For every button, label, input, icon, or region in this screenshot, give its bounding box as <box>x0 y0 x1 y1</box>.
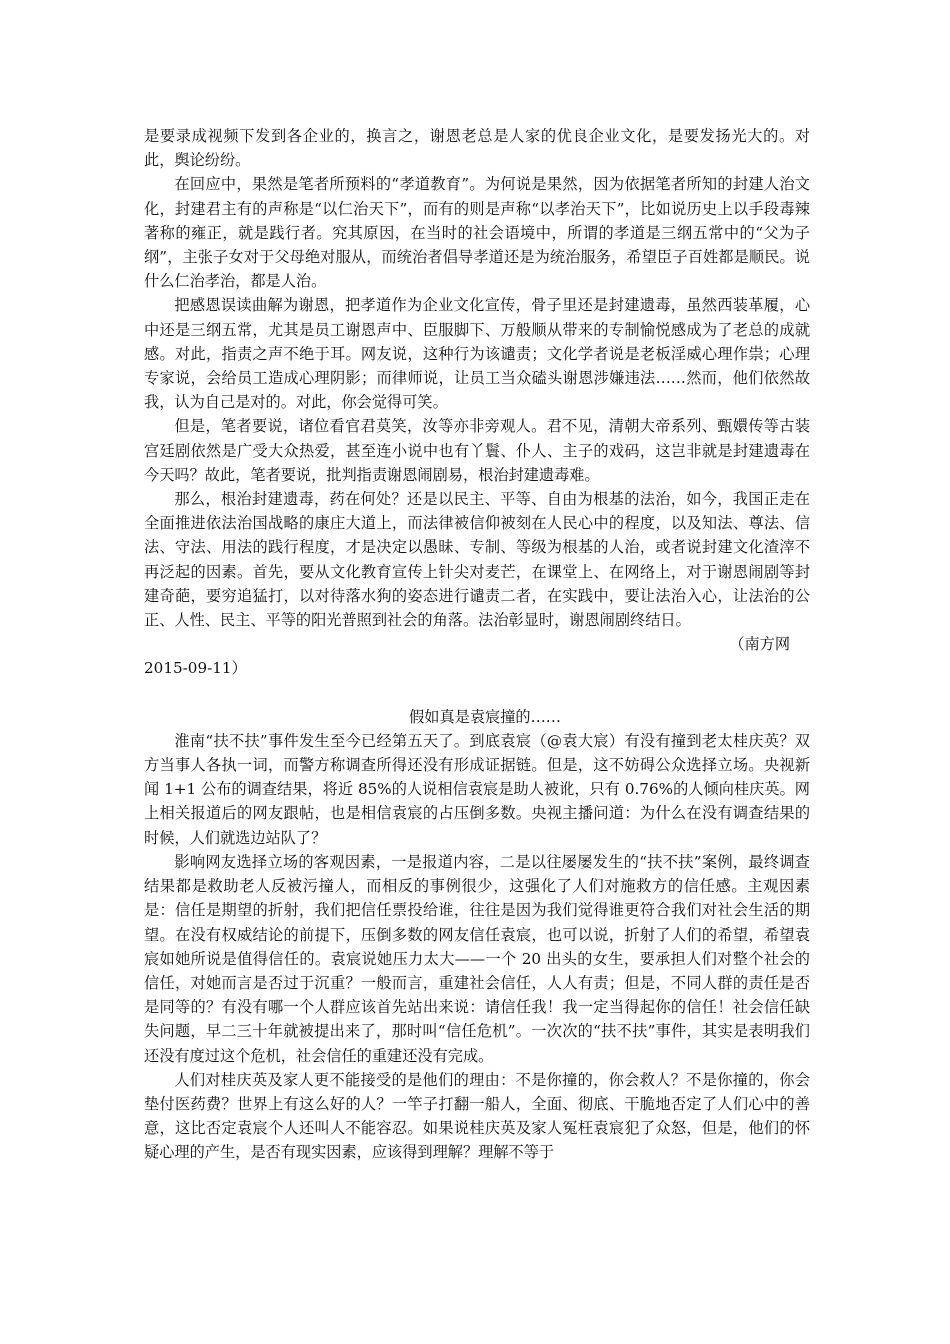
article1-paragraph-3: 把感恩误读曲解为谢恩，把孝道作为企业文化宣传，骨子里还是封建遗毒，虽然西装革履，心中还是三纲五常，尤其是员工谢恩声中、臣服脚下、万般顺从带来的专制愉悦感成为了老总的成就感。对此，指责之声不绝于耳。网友说，这种行为该谴责；文化学者说是老板淫威心理作祟；心理专家说，会给员工造成心理阴影；而律师说，让员工当众磕头谢恩涉嫌违法……然而，他们依然故我，认为自己是对的。对此，你会觉得可笑。 <box>144 296 810 412</box>
article1-date: 2015-09-11） <box>144 659 247 678</box>
article-separator <box>144 681 810 705</box>
article1-paragraph-2: 在回应中，果然是笔者所预料的“孝道教育”。为何说是果然，因为依据笔者所知的封建人治文化，封建君主有的声称是“以仁治天下”，而有的则是声称“以孝治天下”，比如说历史上以手段毒辣著称的雍正，就是践行者。究其原因，在当时的社会语境中，所谓的孝道是三纲五常中的“父为子纲”，主张子女对于父母绝对服从，而统治者倡导孝道还是为统治服务，希望臣子百姓都是顺民。说什么仁治孝治，都是人治。 <box>144 175 810 291</box>
article1-paragraph-1: 是要录成视频下发到各企业的，换言之，谢恩老总是人家的优良企业文化，是要发扬光大的。对此，舆论纷纷。 <box>144 127 810 170</box>
article1-source-line <box>144 632 810 656</box>
document-page <box>144 124 810 1165</box>
article1-paragraph-4: 但是，笔者要说，诸位看官君莫笑，汝等亦非旁观人。君不见，清朝大帝系列、甄嬛传等古装宫廷剧依然是广受大众热爱，甚至连小说中也有丫鬟、仆人、主子的戏码，这岂非就是封建遗毒在今天吗？故此，笔者要说，批判指责谢恩闹剧易，根治封建遗毒难。 <box>144 417 810 484</box>
article2-title: 假如真是袁宸撞的…… <box>409 707 561 726</box>
article1-paragraph-5-block <box>144 487 810 681</box>
article2-paragraph-1: 淮南“扶不扶”事件发生至今已经第五天了。到底袁宸（@袁大宸）有没有撞到老太桂庆英？双方当事人各执一词，而警方称调查所得还没有形成证据链。但是，这不妨碍公众选择立场。央视新闻 1+1 公布的调查结果，将近 85%的人说相信袁宸是助人被讹，只有 0.76%的人倾向桂庆英。网上相关报道后的网友跟帖，也是相信袁宸的占压倒多数。央视主播问道：为什么在没有调查结果的时候，人们就选边站队了？ <box>144 731 810 847</box>
article1-source: （南方网 <box>729 635 790 654</box>
article2-paragraph-3: 人们对桂庆英及家人更不能接受的是他们的理由：不是你撞的，你会救人？不是你撞的，你会垫付医药费？世界上有这么好的人？一竿子打翻一船人，全面、彻底、干脆地否定了人们心中的善意，这比否定袁宸个人还叫人不能容忍。如果说桂庆英及家人冤枉袁宸犯了众怒，但是，他们的怀疑心理的产生，是否有现实因素，应该得到理解？理解不等于 <box>144 1070 810 1162</box>
article1-paragraph-5-text: 那么，根治封建遗毒，药在何处？还是以民主、平等、自由为根基的法治，如今，我国正走在全面推进依法治国战略的康庄大道上，而法律被信仰被刻在人民心中的程度，以及知法、尊法、信法、守法、用法的践行程度，才是决定以愚昧、专制、等级为根基的人治，或者说封建文化渣滓不再泛起的因素。首先，要从文化教育宣传上针尖对麦芒，在课堂上、在网络上，对于谢恩闹剧等封建奇葩，要穷追猛打，以对待落水狗的姿态进行谴责二者，在实践中，要让法治入心，让法治的公正、人性、民主、平等的阳光普照到社会的角落。法治彰显时，谢恩闹剧终结日。 <box>144 490 810 630</box>
article1-paragraph-5 <box>144 487 810 632</box>
article2-paragraph-2: 影响网友选择立场的客观因素，一是报道内容，二是以往屡屡发生的“扶不扶”案例，最终调查结果都是救助老人反被污撞人，而相反的事例很少，这强化了人们对施救方的信任感。主观因素是：信任是期望的折射，我们把信任票投给谁，往往是因为我们觉得谁更符合我们对社会生活的期望。在没有权威结论的前提下，压倒多数的网友信任袁宸，也可以说，折射了人们的希望，希望袁宸如她所说是值得信任的。袁宸说她压力太大——一个 20 出头的女生，要承担人们对整个社会的信任，对她而言是否过于沉重？一般而言，重建社会信任，人人有责；但是，不同人群的责任是否是同等的？有没有哪一个人群应该首先站出来说：请信任我！我一定当得起你的信任！社会信任缺失问题，早二三十年就被提出来了，那时叫“信任危机”。一次次的“扶不扶”事件，其实是表明我们还没有度过这个危机，社会信任的重建还没有完成。 <box>144 852 810 1065</box>
